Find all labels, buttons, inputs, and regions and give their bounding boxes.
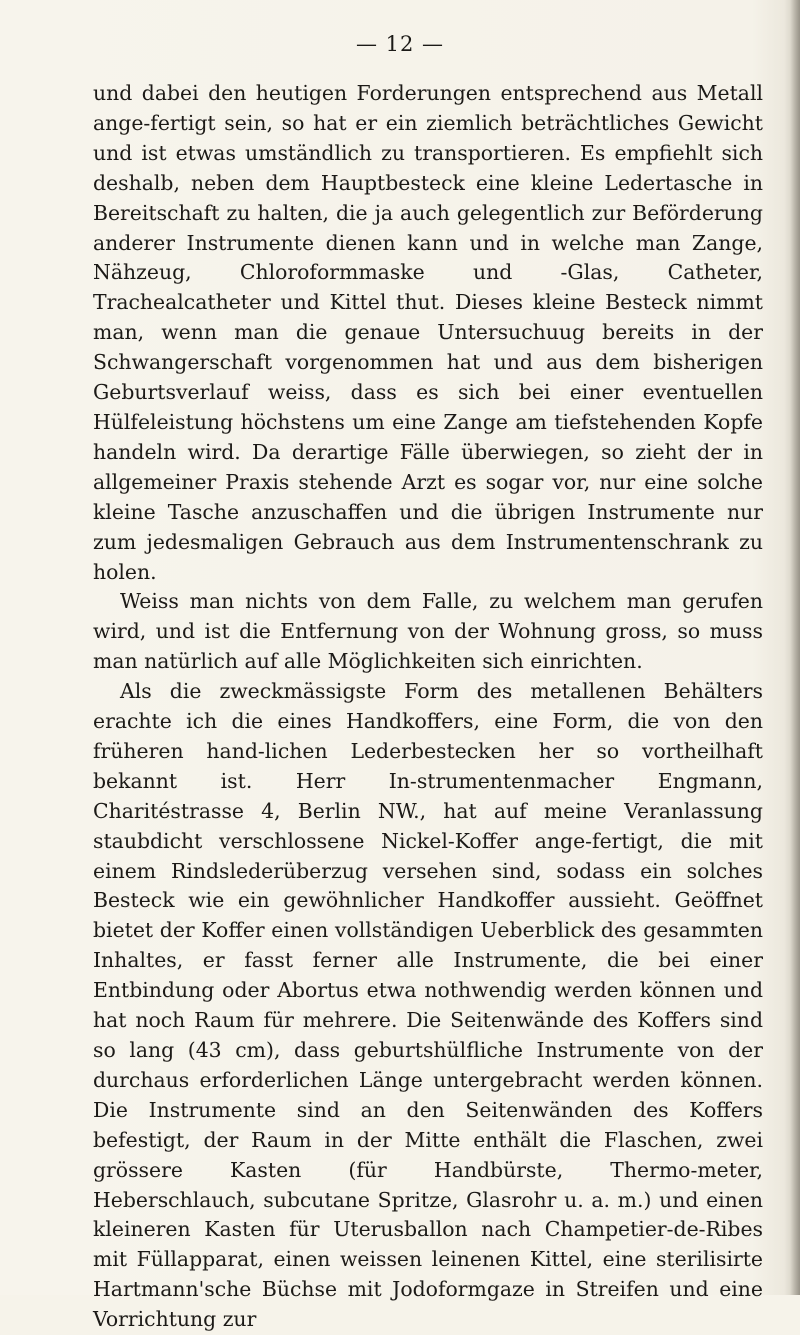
page-number: — 12 —: [355, 32, 445, 56]
body-text: [93, 79, 763, 1335]
page-edge-shadow: [790, 0, 800, 1295]
paragraph-1: und dabei den heutigen Forderungen entsprechend aus Metall ange-fertigt sein, so hat er ein ziemlich beträchtliches Gewicht und ist etwas umständlich zu transportieren. Es empfiehlt sich deshalb, neben dem Hauptbesteck eine kleine Ledertasche in Bereitschaft zu halten, die ja auch gelegentlich zur Beförderung anderer Instrumente dienen kann und in welche man Zange, Nähzeug, Chloroformmaske und -Glas, Catheter, Trachealcatheter und Kittel thut. Dieses kleine Besteck nimmt man, wenn man die genaue Untersuchuug bereits in der Schwangerschaft vorgenommen hat und aus dem bisherigen Geburtsverlauf weiss, dass es sich bei einer eventuellen Hülfeleistung höchstens um eine Zange am tiefstehenden Kopfe handeln wird. Da derartige Fälle überwiegen, so zieht der in allgemeiner Praxis stehende Arzt es sogar vor, nur eine solche kleine Tasche anzuschaffen und die übrigen Instrumente nur zum jedesmaligen Gebrauch aus dem Instrumentenschrank zu holen.: [93, 81, 763, 584]
paragraph-3: Als die zweckmässigste Form des metallenen Behälters erachte ich die eines Handkoffers, eine Form, die von den früheren hand-lichen Lederbestecken her so vortheilhaft bekannt ist. Herr In-strumentenmacher Engmann, Charitéstrasse 4, Berlin NW., hat auf meine Veranlassung staubdicht verschlossene Nickel-Koffer ange-fertigt, die mit einem Rindslederüberzug versehen sind, sodass ein solches Besteck wie ein gewöhnlicher Handkoffer aussieht. Geöffnet bietet der Koffer einen vollständigen Ueberblick des gesammten Inhaltes, er fasst ferner alle Instrumente, die bei einer Entbindung oder Abortus etwa nothwendig werden können und hat noch Raum für mehrere. Die Seitenwände des Koffers sind so lang (43 cm), dass geburtshülfliche Instrumente von der durchaus erforderlichen Länge untergebracht werden können. Die Instrumente sind an den Seitenwänden des Koffers befestigt, der Raum in der Mitte enthält die Flaschen, zwei grössere Kasten (für Handbürste, Thermo-meter, Heberschlauch, subcutane Spritze, Glasrohr u. a. m.) und einen kleineren Kasten für Uterusballon nach Champetier-de-Ribes mit Füllapparat, einen weissen leinenen Kittel, eine sterilisirte Hartmann'sche Büchse mit Jodoformgaze in Streifen und eine Vorrichtung zur: [93, 679, 763, 1332]
paragraph-2: Weiss man nichts von dem Falle, zu welchem man gerufen wird, und ist die Entfernung von der Wohnung gross, so muss man natürlich auf alle Möglichkeiten sich einrichten.: [93, 589, 763, 674]
